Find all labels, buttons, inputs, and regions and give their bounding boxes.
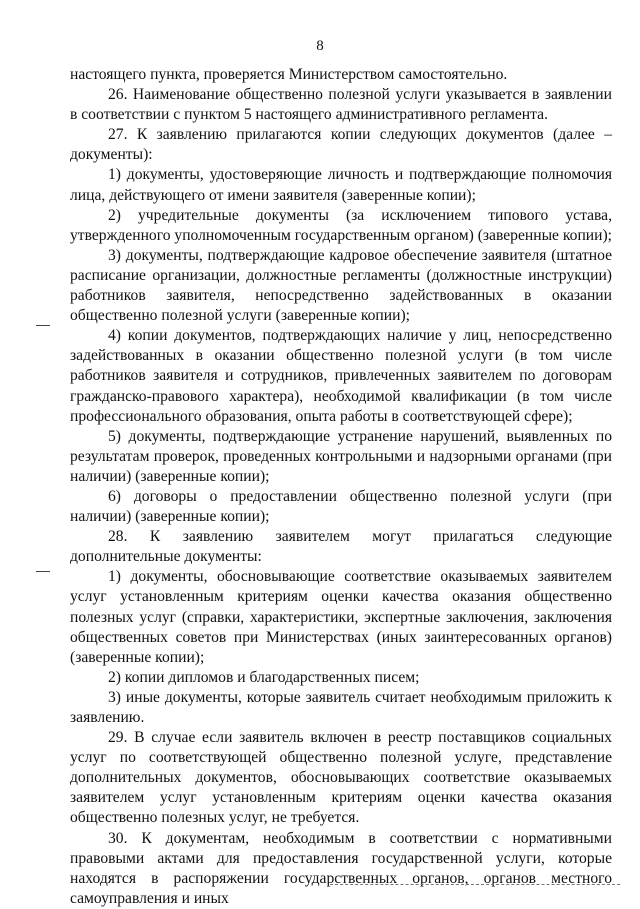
paragraph-29: 29. В случае если заявитель включен в реестр поставщиков социальных услуг по соответствующей общественно полезной услуге, представление дополнительных документов, обосновывающих соответствие оказываемых заявителем услуг установленным критериям оценки качества оказания общественно полезных услуг, не требуется. — [70, 729, 612, 827]
paragraph-continuation: настоящего пункта, проверяется Министерством самостоятельно. — [70, 66, 508, 83]
paragraph-27-item-4: 4) копии документов, подтверждающих наличие у лиц, непосредственно задействованных в оказании общественно полезной услуги (в том числе работников заявителя и сотрудников, привлеченных заявителем по договорам гражданско-правового характера), необходимой квалификации (в том числе профессионального образования, опыта работы в соответствующей сфере); — [70, 327, 612, 425]
paragraph-28-item-1: 1) документы, обосновывающие соответствие оказываемых заявителем услуг установленным критериям оценки качества оказания общественно полезных услуг (справки, характеристики, экспертные заключения, заключения общественных советов при Министерствах (иных заинтересованных органов) (заверенные копии); — [70, 568, 612, 666]
document-body — [70, 65, 612, 909]
margin-mark — [36, 325, 50, 326]
paragraph-27-item-6: 6) договоры о предоставлении общественно полезной услуги (при наличии) (заверенные копии); — [70, 487, 612, 526]
footer-rule — [330, 884, 620, 885]
margin-mark — [36, 571, 50, 572]
paragraph-27-item-2: 2) учредительные документы (за исключением типового устава, утвержденного уполномоченным государственным органом) (заверенные копии); — [70, 206, 613, 244]
paragraph-27-item-1: 1) документы, удостоверяющие личность и подтверждающие полномочия лица, действующего от имени заявителя (заверенные копии); — [70, 166, 612, 204]
paragraph-27: 27. К заявлению прилагаются копии следующих документов (далее – документы): — [70, 126, 612, 164]
paragraph-30: 30. К документам, необходимым в соответствии с нормативными правовыми актами для предоставления государственной услуги, которые находятся в распоряжении государственных органов, органов местного самоуправления и иных — [70, 829, 612, 907]
paragraph-26: 26. Наименование общественно полезной услуги указывается в заявлении в соответствии с пунктом 5 настоящего административного регламента. — [70, 86, 612, 124]
page-number: 8 — [316, 38, 324, 54]
paragraph-28: 28. К заявлению заявителем могут прилагаться следующие дополнительные документы: — [70, 528, 612, 566]
paragraph-28-item-2: 2) копии дипломов и благодарственных писем; — [108, 668, 420, 686]
paragraph-27-item-3: 3) документы, подтверждающие кадровое обеспечение заявителя (штатное расписание организации, должностные регламенты (должностные инструкции) работников заявителя, непосредственно задействованных в оказании общественно полезной услуги (заверенные копии); — [70, 246, 612, 325]
paragraph-27-item-5: 5) документы, подтверждающие устранение нарушений, выявленных по результатам проверок, проведенных контрольными и надзорными органами (при наличии) (заверенные копии); — [70, 427, 612, 485]
paragraph-28-item-3: 3) иные документы, которые заявитель считает необходимым приложить к заявлению. — [70, 688, 612, 726]
